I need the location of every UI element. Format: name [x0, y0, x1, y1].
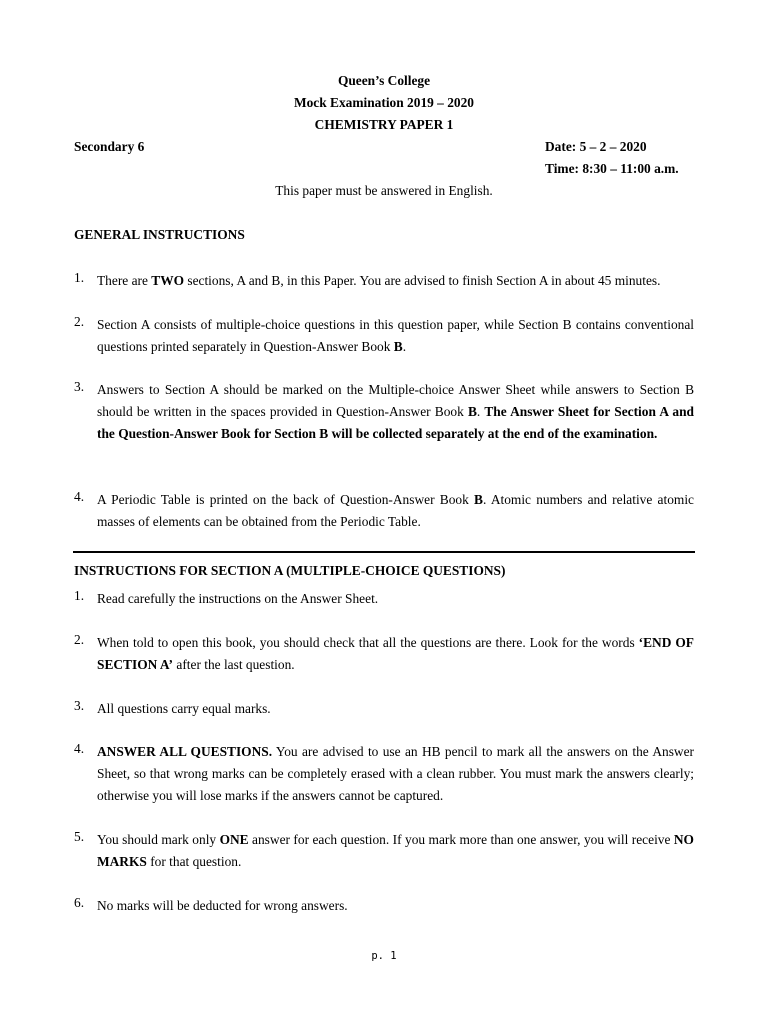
- item-number: 4.: [74, 489, 85, 504]
- section-a-item: [74, 588, 694, 610]
- item-number: 6.: [74, 895, 85, 910]
- item-number: 1.: [74, 270, 85, 285]
- form-level: Secondary 6: [74, 139, 145, 154]
- language-note: This paper must be answered in English.: [275, 183, 493, 198]
- general-item: [74, 270, 694, 292]
- general-item: [74, 379, 694, 445]
- item-text: There are TWO sections, A and B, in this Paper. You are advised to finish Section A in about 45 minutes.: [97, 273, 661, 288]
- page-number: p. 1: [371, 950, 397, 962]
- item-text: When told to open this book, you should check that all the questions are there. Look for the words ‘END OF SECTION A’ after the last question.: [97, 635, 694, 672]
- section-a-item: [74, 829, 694, 873]
- general-instructions-heading: GENERAL INSTRUCTIONS: [74, 227, 245, 242]
- item-text: All questions carry equal marks.: [97, 701, 271, 716]
- item-number: 5.: [74, 829, 85, 844]
- section-a-heading: INSTRUCTIONS FOR SECTION A (MULTIPLE-CHOICE QUESTIONS): [74, 563, 506, 578]
- item-text: ANSWER ALL QUESTIONS. You are advised to use an HB pencil to mark all the answers on the Answer Sheet, so that wrong marks can be completely erased with a clean rubber. You must mark the answers clearly; otherwise you will lose marks if the answers cannot be captured.: [97, 744, 694, 803]
- paper-title: CHEMISTRY PAPER 1: [314, 117, 454, 132]
- item-number: 1.: [74, 588, 85, 603]
- item-text: Answers to Section A should be marked on the Multiple-choice Answer Sheet while answers to Section B should be written in the spaces provided in Question-Answer Book B. The Answer Sheet for Section A and the Question-Answer Book for Section B will be collected separately at the end of the examination.: [97, 382, 694, 441]
- item-number: 3.: [74, 698, 85, 713]
- item-text: A Periodic Table is printed on the back of Question-Answer Book B. Atomic numbers and relative atomic masses of elements can be obtained from the Periodic Table.: [97, 492, 694, 529]
- general-item: [74, 314, 694, 358]
- section-a-item: [74, 895, 694, 917]
- section-a-item: [74, 741, 694, 807]
- exam-time: Time: 8:30 – 11:00 a.m.: [545, 161, 679, 176]
- school-name: Queen’s College: [337, 73, 431, 88]
- section-divider: [73, 551, 695, 553]
- item-text: No marks will be deducted for wrong answers.: [97, 898, 348, 913]
- general-item: [74, 489, 694, 533]
- item-text: You should mark only ONE answer for each question. If you mark more than one answer, you will receive NO MARKS for that question.: [97, 832, 694, 869]
- item-text: Section A consists of multiple-choice questions in this question paper, while Section B contains conventional questions printed separately in Question-Answer Book B.: [97, 317, 694, 354]
- item-number: 3.: [74, 379, 85, 394]
- exam-title: Mock Examination 2019 – 2020: [293, 95, 475, 110]
- item-number: 4.: [74, 741, 85, 756]
- item-text: Read carefully the instructions on the Answer Sheet.: [97, 591, 379, 606]
- item-number: 2.: [74, 632, 85, 647]
- section-a-item: [74, 698, 694, 720]
- item-number: 2.: [74, 314, 85, 329]
- exam-date: Date: 5 – 2 – 2020: [545, 139, 647, 154]
- section-a-item: [74, 632, 694, 676]
